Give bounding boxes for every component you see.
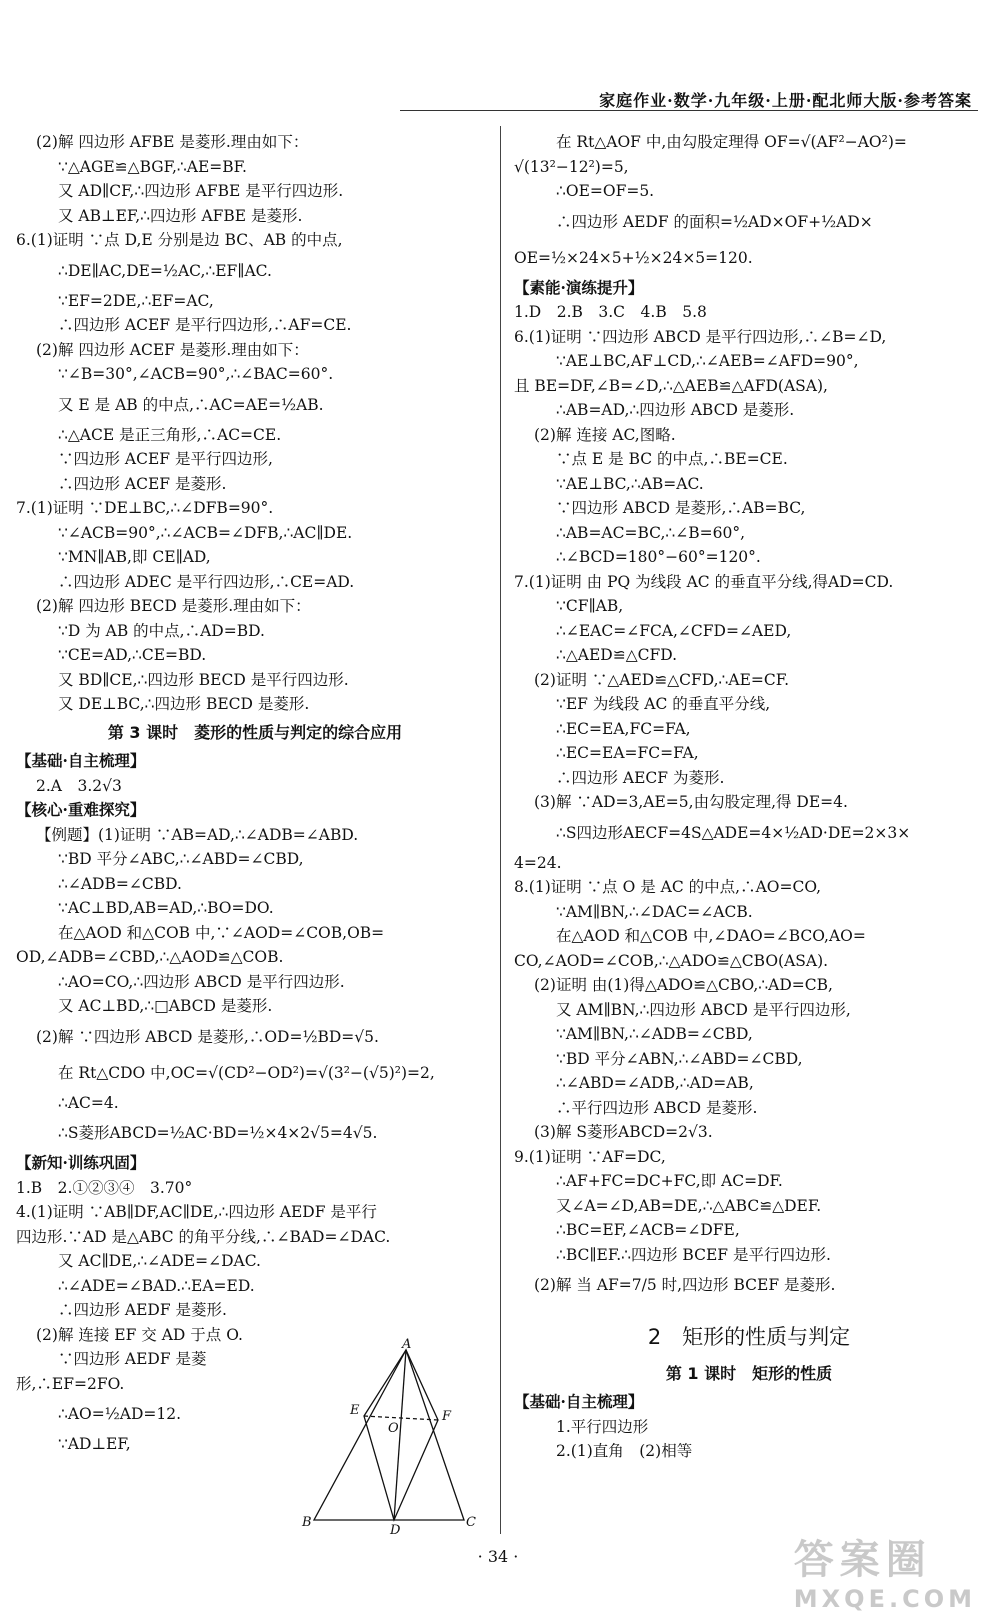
left-line: 在 Rt△CDO 中,OC=√(CD²−OD²)=√(3²−(√5)²)=2, bbox=[58, 1063, 435, 1082]
right-line: ∵AE⊥BC,∴AB=AC. bbox=[556, 474, 704, 493]
left-line: OD,∠ADB=∠CBD,∴△AOD≌△COB. bbox=[16, 948, 284, 966]
left-line: 【基础·自主梳理】 bbox=[16, 751, 146, 770]
left-line: 又 AC∥DE,∴∠ADE=∠DAC. bbox=[58, 1252, 261, 1270]
left-line: 1.B 2.①②③④ 3.70° bbox=[16, 1178, 193, 1197]
left-line: ∵∠ACB=90°,∴∠ACB=∠DFB,∴AC∥DE. bbox=[58, 523, 353, 542]
right-line: 1.平行四边形 bbox=[556, 1417, 649, 1436]
right-line: ∵AM∥BN,∴∠DAC=∠ACB. bbox=[556, 902, 753, 921]
right-line: 且 BE=DF,∠B=∠D,∴△AEB≌△AFD(ASA), bbox=[514, 376, 828, 395]
right-line: (2)证明 由(1)得△ADO≌△CBO,∴AD=CB, bbox=[534, 976, 833, 994]
right-line: 8.(1)证明 ∵点 O 是 AC 的中点,∴AO=CO, bbox=[514, 878, 822, 896]
right-line: ∴BC∥EF.∴四边形 BCEF 是平行四边形. bbox=[556, 1245, 831, 1264]
right-line: ∴OE=OF=5. bbox=[556, 182, 655, 200]
left-line: (2)解 连接 EF 交 AD 于点 O. bbox=[36, 1325, 243, 1344]
right-line: 9.(1)证明 ∵AF=DC, bbox=[514, 1147, 666, 1166]
left-line: 又 E 是 AB 的中点,∴AC=AE=½AB. bbox=[58, 395, 324, 414]
right-line: ∴∠BCD=180°−60°=120°. bbox=[556, 548, 761, 566]
left-line: (2)解 四边形 ACEF 是菱形.理由如下： bbox=[36, 340, 309, 359]
left-line: 6.(1)证明 ∵点 D,E 分别是边 BC、AB 的中点, bbox=[16, 231, 343, 249]
left-line: ∴四边形 ACEF 是平行四边形,∴AF=CE. bbox=[58, 316, 352, 334]
header-rule bbox=[400, 110, 978, 111]
right-line: 7.(1)证明 由 PQ 为线段 AC 的垂直平分线,得AD=CD. bbox=[514, 572, 894, 591]
left-column bbox=[16, 130, 494, 1457]
left-line: 又 AC⊥BD,∴□ABCD 是菱形. bbox=[58, 997, 273, 1015]
right-line: ∵BD 平分∠ABN,∴∠ABD=∠CBD, bbox=[556, 1049, 803, 1068]
right-line: ∴AB=AC=BC,∴∠B=60°, bbox=[556, 523, 746, 542]
column-divider bbox=[500, 126, 501, 1534]
right-line: ∵四边形 ABCD 是菱形,∴AB=BC, bbox=[556, 499, 806, 517]
left-line: 四边形.∵AD 是△ABC 的角平分线,∴∠BAD=∠DAC. bbox=[16, 1227, 391, 1246]
right-line: 4=24. bbox=[514, 853, 562, 872]
right-line: ∴EC=EA=FC=FA, bbox=[556, 744, 699, 762]
right-line: 【基础·自主梳理】 bbox=[514, 1392, 644, 1411]
right-line: ∴∠EAC=∠FCA,∠CFD=∠AED, bbox=[556, 621, 792, 640]
label-e: E bbox=[350, 1403, 360, 1418]
right-line: 又∠A=∠D,AB=DE,∴△ABC≌△DEF. bbox=[556, 1196, 822, 1215]
left-line: 7.(1)证明 ∵DE⊥BC,∴∠DFB=90°. bbox=[16, 499, 274, 517]
watermark: 答案圈 MXQE.COM bbox=[793, 1537, 976, 1613]
label-o: O bbox=[388, 1421, 399, 1436]
right-line: 2 矩形的性质与判定 bbox=[647, 1325, 851, 1349]
left-line: ∵△AGE≌△BGF,∴AE=BF. bbox=[58, 157, 247, 176]
right-line: ∵CF∥AB, bbox=[556, 597, 624, 615]
right-line: ∴S四边形AECF=4S△ADE=4×½AD·DE=2×3× bbox=[556, 823, 911, 842]
right-line: 1.D 2.B 3.C 4.B 5.8 bbox=[514, 303, 707, 321]
right-line: 在△AOD 和△COB 中,∠DAO=∠BCO,AO= bbox=[556, 927, 866, 945]
right-line: (3)解 S菱形ABCD=2√3. bbox=[534, 1123, 713, 1141]
left-line: ∴四边形 AEDF 是菱形. bbox=[58, 1301, 227, 1319]
left-line: ∵四边形 ACEF 是平行四边形, bbox=[58, 450, 273, 468]
left-line: ∴四边形 ACEF 是菱形. bbox=[58, 474, 227, 493]
right-line: ∴∠ABD=∠ADB,∴AD=AB, bbox=[556, 1074, 754, 1092]
rhombus-triangle-figure bbox=[296, 1337, 486, 1538]
right-line: 在 Rt△AOF 中,由勾股定理得 OF=√(AF²−AO²)= bbox=[556, 133, 907, 151]
left-line: 又 BD∥CE,∴四边形 BECD 是平行四边形. bbox=[58, 670, 349, 689]
left-line: (2)解 四边形 BECD 是菱形.理由如下： bbox=[36, 597, 311, 615]
right-line: ∴AB=AD,∴四边形 ABCD 是菱形. bbox=[556, 401, 795, 419]
running-header: 家庭作业·数学·九年级·上册·配北师大版·参考答案 bbox=[599, 91, 972, 110]
left-line: 【例题】(1)证明 ∵AB=AD,∴∠ADB=∠ABD. bbox=[36, 825, 359, 844]
left-line: ∵∠B=30°,∠ACB=90°,∴∠BAC=60°. bbox=[58, 365, 334, 383]
left-line: 【新知·训练巩固】 bbox=[16, 1153, 146, 1172]
right-line: ∴四边形 AEDF 的面积=½AD×OF+½AD× bbox=[556, 212, 873, 231]
rhombus-aedf bbox=[364, 1350, 438, 1520]
right-line: CO,∠AOD=∠COB,∴△ADO≌△CBO(ASA). bbox=[514, 951, 829, 970]
label-c: C bbox=[466, 1515, 476, 1530]
left-line: 又 DE⊥BC,∴四边形 BECD 是菱形. bbox=[58, 695, 310, 713]
label-a: A bbox=[402, 1337, 412, 1352]
right-line: ∴AF+FC=DC+FC,即 AC=DF. bbox=[556, 1172, 783, 1190]
left-line: ∵AC⊥BD,AB=AD,∴BO=DO. bbox=[58, 899, 274, 917]
left-line: ∴∠ADE=∠BAD.∴EA=ED. bbox=[58, 1276, 255, 1295]
right-line: ∵EF 为线段 AC 的垂直平分线, bbox=[556, 695, 771, 713]
left-line: 【核心·重难探究】 bbox=[16, 800, 146, 819]
left-line: ∵BD 平分∠ABC,∴∠ABD=∠CBD, bbox=[58, 850, 304, 868]
left-line: ∵MN∥AB,即 CE∥AD, bbox=[58, 548, 211, 566]
left-line: ∵EF=2DE,∴EF=AC, bbox=[58, 291, 214, 310]
left-line: ∵D 为 AB 的中点,∴AD=BD. bbox=[58, 621, 265, 640]
right-line: (2)证明 ∵△AED≌△CFD,∴AE=CF. bbox=[534, 670, 790, 689]
left-line: ∴AC=4. bbox=[58, 1093, 119, 1112]
left-line: ∵CE=AD,∴CE=BD. bbox=[58, 646, 207, 664]
left-line: ∴△ACE 是正三角形,∴AC=CE. bbox=[58, 425, 282, 444]
left-line: ∴四边形 ADEC 是平行四边形,∴CE=AD. bbox=[58, 572, 355, 591]
left-line: ∵四边形 AEDF 是菱 bbox=[58, 1350, 207, 1368]
left-line: 第 3 课时 菱形的性质与判定的综合应用 bbox=[107, 722, 403, 742]
right-line: ∵AE⊥BC,AF⊥CD,∴∠AEB=∠AFD=90°, bbox=[556, 352, 859, 370]
right-line: ∴BC=EF,∠ACB=∠DFE, bbox=[556, 1221, 740, 1239]
left-line: 4.(1)证明 ∵AB∥DF,AC∥DE,∴四边形 AEDF 是平行 bbox=[16, 1203, 377, 1221]
left-line: ∴AO=½AD=12. bbox=[58, 1405, 182, 1423]
right-line: 6.(1)证明 ∵四边形 ABCD 是平行四边形,∴∠B=∠D, bbox=[514, 327, 887, 346]
left-line: 在△AOD 和△COB 中,∵∠AOD=∠COB,OB= bbox=[58, 923, 385, 942]
right-line: 第 1 课时 矩形的性质 bbox=[665, 1363, 833, 1383]
left-line: ∴∠ADB=∠CBD. bbox=[58, 874, 182, 893]
page-number: · 34 · bbox=[477, 1547, 519, 1566]
right-line: 【素能·演练提升】 bbox=[514, 277, 644, 297]
left-line: ∴AO=CO,∴四边形 ABCD 是平行四边形. bbox=[58, 972, 345, 991]
left-line: 又 AD∥CF,∴四边形 AFBE 是平行四边形. bbox=[58, 182, 344, 200]
right-line: OE=½×24×5+½×24×5=120. bbox=[514, 248, 753, 267]
left-line: ∵AD⊥EF, bbox=[58, 1435, 131, 1453]
left-line: (2)解 四边形 AFBE 是菱形.理由如下： bbox=[36, 133, 309, 151]
right-line: ∵点 E 是 BC 的中点,∴BE=CE. bbox=[556, 450, 788, 468]
right-line: ∴EC=EA,FC=FA, bbox=[556, 719, 691, 738]
left-line: ∴S菱形ABCD=½AC·BD=½×4×2√5=4√5. bbox=[58, 1124, 378, 1142]
left-line: 2.A 3.2√3 bbox=[36, 776, 122, 795]
left-line: 形,∴EF=2FO. bbox=[16, 1374, 125, 1393]
right-line: (2)解 当 AF=7/5 时,四边形 BCEF 是菱形. bbox=[534, 1276, 836, 1294]
left-line: (2)解 ∵四边形 ABCD 是菱形,∴OD=½BD=√5. bbox=[36, 1027, 379, 1046]
right-line: (3)解 ∵AD=3,AE=5,由勾股定理,得 DE=4. bbox=[534, 793, 848, 811]
right-line: 又 AM∥BN,∴四边形 ABCD 是平行四边形, bbox=[556, 1000, 851, 1019]
right-line: (2)解 连接 AC,图略. bbox=[534, 425, 676, 444]
right-line: √(13²−12²)=5, bbox=[514, 157, 629, 176]
right-line: ∵AM∥BN,∴∠ADB=∠CBD, bbox=[556, 1025, 753, 1043]
right-line: ∴四边形 AECF 为菱形. bbox=[556, 768, 725, 787]
right-line: 2.(1)直角 (2)相等 bbox=[556, 1442, 693, 1460]
right-line: ∴△AED≌△CFD. bbox=[556, 646, 678, 664]
label-d: D bbox=[390, 1523, 401, 1538]
left-line: ∴DE∥AC,DE=½AC,∴EF∥AC. bbox=[58, 261, 272, 280]
right-column bbox=[514, 130, 984, 1464]
left-line: 又 AB⊥EF,∴四边形 AFBE 是菱形. bbox=[58, 206, 303, 225]
label-f: F bbox=[442, 1409, 452, 1424]
label-b: B bbox=[302, 1515, 312, 1530]
right-line: ∴平行四边形 ABCD 是菱形. bbox=[556, 1098, 758, 1117]
